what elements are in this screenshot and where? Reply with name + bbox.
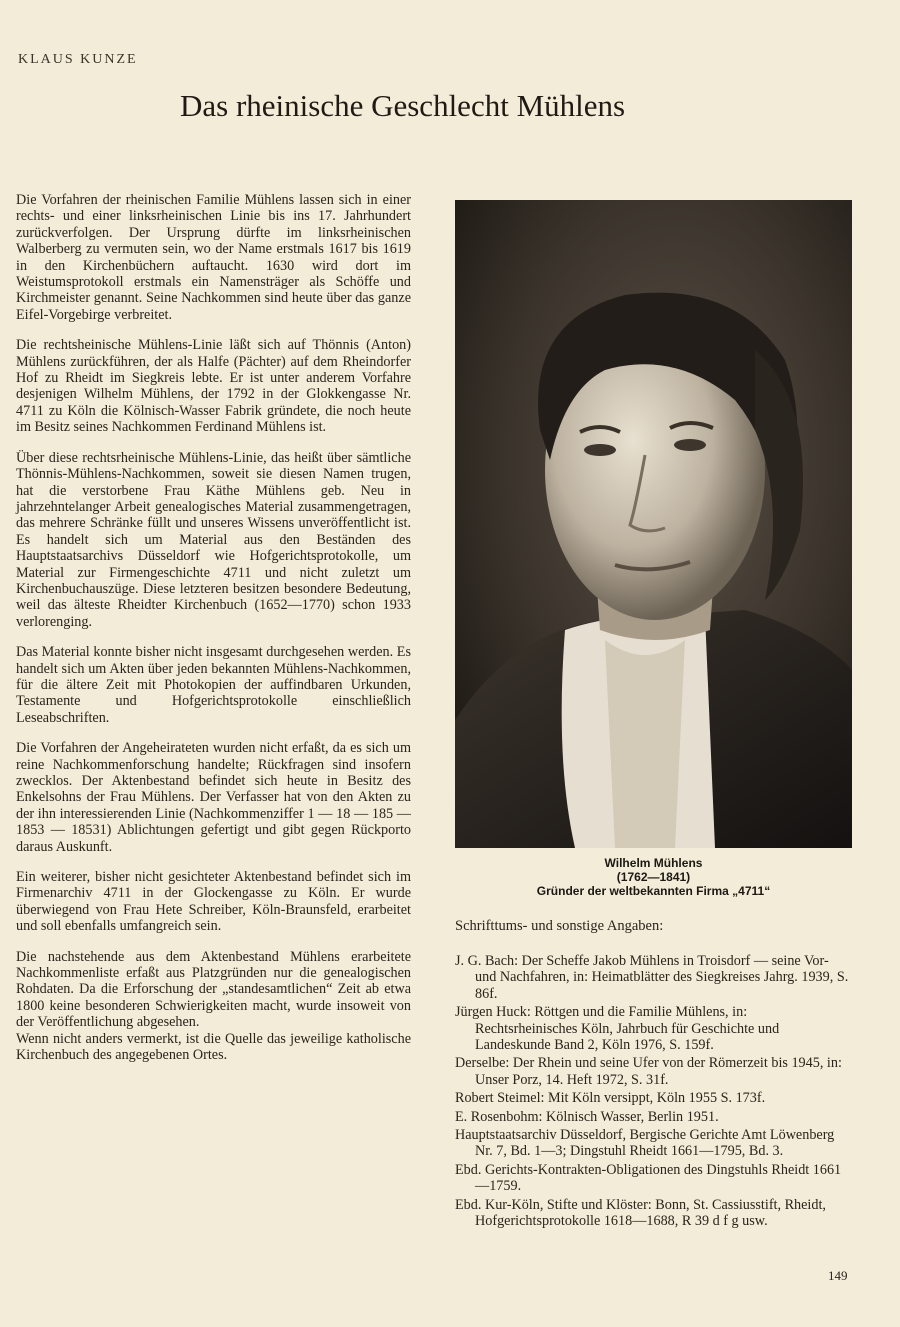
paragraph: Die rechtsheinische Mühlens-Linie läßt sich auf Thönnis (Anton) Mühlens zurückführen, der als Halfe (Pächter) auf dem Rheindorfer Hof zu Rheidt im Siegkreis lebte. Er ist unter anderem Vorfahre desjenigen Wilhelm Mühlens, der 1792 in der Glokkengasse Nr. 4711 zu Köln die Kölnisch-Wasser Fabrik gründete, die noch heute im Besitz seines Nachkommen Ferdinand Mühlens ist. xyxy=(16,337,411,436)
reference-item: Jürgen Huck: Röttgen und die Familie Mühlens, in: Rechtsrheinisches Köln, Jahrbuch für Geschichte und Landeskunde Band 2, Köln 1976, S. 159f. xyxy=(455,1004,780,1054)
author-name: KLAUS KUNZE xyxy=(18,52,138,67)
caption-name: Wilhelm Mühlens xyxy=(604,856,703,870)
article-title: Das rheinische Geschlecht Mühlens xyxy=(180,88,626,123)
reference-item: Robert Steimel: Mit Köln versippt, Köln 1955 S. 173f. xyxy=(455,1090,766,1107)
paragraph: Wenn nicht anders vermerkt, ist die Quelle das jeweilige katholische Kirchenbuch des angegebenen Ortes. xyxy=(16,1030,411,1064)
references-heading: Schrifttums- und sonstige Angaben: xyxy=(455,918,664,934)
portrait-caption xyxy=(455,856,852,898)
sidebar-column xyxy=(455,200,852,1232)
references-list xyxy=(455,953,852,1230)
caption-description: Gründer der weltbekannten Firma „4711“ xyxy=(536,884,771,898)
caption-dates: (1762—1841) xyxy=(616,870,691,884)
reference-item: J. G. Bach: Der Scheffe Jakob Mühlens in Troisdorf — seine Vor- und Nachfahren, in: Heimatblätter des Siegkreises Jahrg. 1939, S. 86f. xyxy=(455,953,849,1002)
portrait-image xyxy=(455,200,852,848)
paragraph: Über diese rechtsrheinische Mühlens-Linie, das heißt über sämtliche Thönnis-Mühlens-Nachkommen, soweit sie diesen Namen trugen, hat die verstorbene Frau Käthe Mühlens geb. Neu in jahrzehntelanger Arbeit genealogisches Material zusammengetragen, das mehrere Schränke füllt und unseres Wissens unveröffentlicht ist. Es handelt sich um Material aus den Beständen des Hauptstaatsarchivs Düsseldorf wie Hofgerichtsprotokolle, um Material zur Firmengeschichte 4711 und nicht zuletzt um Kirchenbuchauszüge. Diese letzteren besitzen besondere Bedeutung, weil das älteste Rheidter Kirchenbuch (1652—1770) schon 1933 verlorenging. xyxy=(16,449,411,630)
paragraph: Ein weiterer, bisher nicht gesichteter Aktenbestand befindet sich im Firmenarchiv 4711 in der Glockengasse zu Köln. Er wurde überwiegend von Frau Hete Schreiber, Köln-Braunsfeld, erarbeitet und soll ebenfalls umfangreich sein. xyxy=(16,869,411,935)
page-number: 149 xyxy=(828,1268,848,1283)
reference-item: Ebd. Kur-Köln, Stifte und Klöster: Bonn, St. Cassiusstift, Rheidt, Hofgerichtsprotokolle 1618—1688, R 39 d f g usw. xyxy=(455,1196,826,1230)
paragraph: Das Material konnte bisher nicht insgesamt durchgesehen werden. Es handelt sich um Akten über jeden bekannten Mühlens-Nachkommen, für die ältere Zeit mit Photokopien der auffindbaren Urkunden, Testamente und Hofgerichtsprotokolle einschließlich Leseabschriften. xyxy=(16,644,411,726)
paragraph: Die nachstehende aus dem Aktenbestand Mühlens erarbeitete Nachkommenliste erfaßt aus Platzgründen nur die genealogischen Rohdaten. Da die Erforschung der „standesamtlichen“ Zeit ab etwa 1800 keine besonderen Schwierigkeiten macht, wurde insoweit von der Veröffentlichung abgesehen. xyxy=(16,948,411,1031)
reference-item: Derselbe: Der Rhein und seine Ufer von der Römerzeit bis 1945, in: Unser Porz, 14. Heft 1972, S. 31f. xyxy=(455,1055,842,1088)
reference-item: E. Rosenbohm: Kölnisch Wasser, Berlin 1951. xyxy=(455,1108,719,1125)
reference-item: Ebd. Gerichts-Kontrakten-Obligationen des Dingstuhls Rheidt 1661—1759. xyxy=(455,1161,842,1195)
reference-item: Hauptstaatsarchiv Düsseldorf, Bergische Gerichte Amt Löwenberg Nr. 7, Bd. 1—3; Dingstuhl Rheidt 1661—1795, Bd. 3. xyxy=(455,1127,835,1160)
paragraph: Die Vorfahren der Angeheirateten wurden nicht erfaßt, da es sich um reine Nachkommenforschung handelte; Rückfragen sind insofern zwecklos. Der Aktenbestand befindet sich heute in Besitz des Enkelsohns der Frau Mühlens. Der Verfasser hat von den Akten zu der ihn interessierenden Linie (Nachkommenziffer 1 — 18 — 185 — 1853 — 18531) Ablichtungen gefertigt und gibt gegen Rückporto daraus Auskunft. xyxy=(16,740,411,855)
paragraph: Die Vorfahren der rheinischen Familie Mühlens lassen sich in einer rechts- und einer linksrheinischen Linie bis ins 17. Jahrhundert zurückverfolgen. Der Ursprung dürfte im linksrheinischen Walberberg zu vermuten sein, wo der Name erstmals 1617 bis 1619 in den Kirchenbüchern auftaucht. 1630 wird dort im Weistumsprotokoll erstmals ein Namensträger als Schöffe und Kirchmeister genannt. Seine Nachkommen sind heute über das ganze Eifel-Vorgebirge verbreitet. xyxy=(16,192,411,323)
article-body xyxy=(16,192,411,1078)
